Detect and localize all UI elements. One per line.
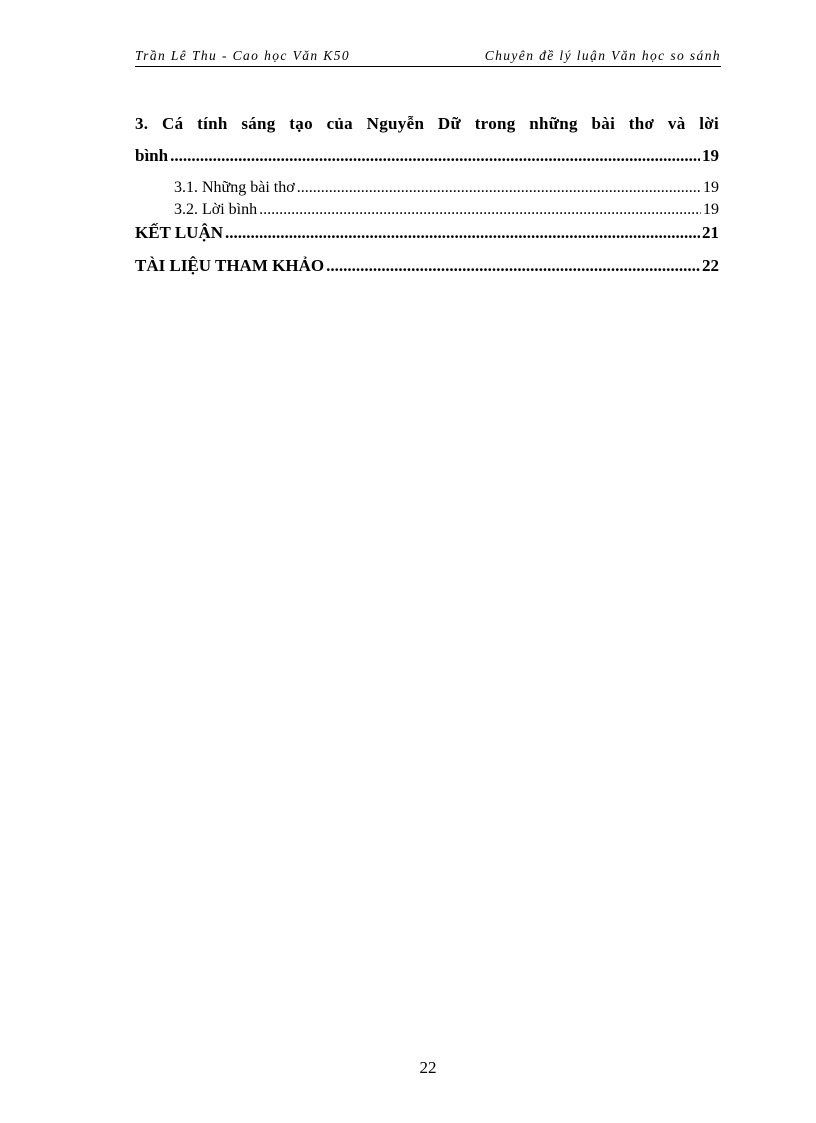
toc-references [135,256,719,276]
toc-item-3-line1: 3. Cá tính sáng tạo của Nguyễn Dữ trong những bài thơ và lời [135,114,719,133]
toc-conclusion-label: KẾT LUẬN [135,223,224,242]
toc-item-3-1 [135,179,719,197]
toc-conclusion-page: 21 [702,223,719,242]
toc-item-3-1-label: 3.1. Những bài thơ [174,179,295,196]
page-number: 22 [419,1058,437,1077]
toc-item-3-line2 [135,146,719,166]
toc-leader-dots [326,256,700,276]
running-header [135,48,721,67]
toc-item-3-2-page: 19 [703,201,719,218]
toc-item-3-label: bình [135,146,169,165]
toc-conclusion [135,223,719,243]
toc-item-3-1-page: 19 [703,179,719,196]
header-title: Chuyên đề lý luận Văn học so sánh [484,48,721,63]
toc-leader-dots [170,146,700,166]
toc-item-3-2 [135,201,719,219]
toc-leader-dots [259,201,701,219]
toc-leader-dots [297,179,701,197]
toc-item-3-2-label: 3.2. Lời bình [174,201,258,218]
toc-references-page: 22 [702,256,719,275]
toc-item-3-page: 19 [702,146,719,165]
toc-leader-dots [225,223,700,243]
header-author: Trần Lê Thu - Cao học Văn K50 [135,48,350,63]
toc-references-label: TÀI LIỆU THAM KHẢO [135,256,325,275]
